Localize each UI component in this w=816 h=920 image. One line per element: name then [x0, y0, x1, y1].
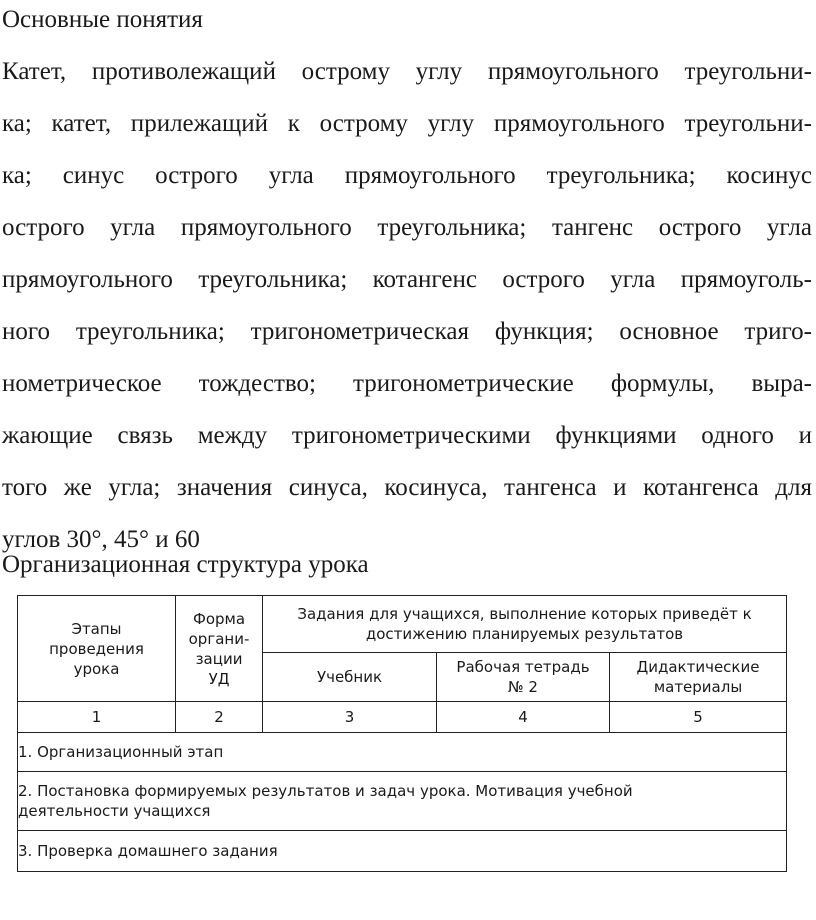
concepts-line: ка; катет, прилежащий к острому углу прямоугольного треугольни-	[2, 110, 812, 137]
structure-heading: Организационная структура урока	[2, 551, 369, 578]
lesson-structure-table	[17, 595, 787, 872]
concepts-line: прямоугольного треугольника; котангенс острого угла прямоуголь-	[2, 266, 812, 293]
column-number: 5	[610, 702, 787, 733]
concepts-line: жающие связь между тригонометрическими функциями одного и	[2, 422, 812, 449]
concepts-paragraph	[2, 46, 812, 566]
stage-row: 1. Организационный этап	[18, 733, 787, 772]
concepts-line: ного треугольника; тригонометрическая функция; основное триго-	[2, 318, 812, 345]
header-materials	[610, 653, 787, 702]
column-number: 3	[263, 702, 437, 733]
header-textbook: Учебник	[263, 653, 437, 702]
stage-row: 3. Проверка домашнего задания	[18, 831, 787, 872]
header-workbook	[437, 653, 610, 702]
concepts-line: углов 30°, 45° и 60	[2, 526, 200, 553]
header-form	[176, 596, 263, 702]
header-materials-text: Дидактические материалы	[636, 658, 760, 696]
header-stage-text: Этапы проведения урока	[49, 619, 144, 678]
header-tasks	[263, 596, 787, 653]
stage-row-text: 2. Постановка формируемых результатов и задач урока. Мотивация учебной деятельности учащихся	[18, 782, 633, 820]
column-number: 1	[18, 702, 176, 733]
header-stage	[18, 596, 176, 702]
concepts-line: нометрическое тождество; тригонометрические формулы, выра-	[2, 370, 812, 397]
column-number: 4	[437, 702, 610, 733]
concepts-line: того же угла; значения синуса, косинуса, тангенса и котангенса для	[2, 474, 812, 501]
column-number: 2	[176, 702, 263, 733]
stage-row	[18, 772, 787, 831]
header-tasks-text: Задания для учащихся, выполнение которых приведёт к достижению планируемых результатов	[297, 605, 752, 643]
header-form-text: Форма органи-зации УД	[188, 609, 250, 688]
header-workbook-text: Рабочая тетрадь № 2	[456, 658, 590, 696]
concepts-line: ка; синус острого угла прямоугольного треугольника; косинус	[2, 162, 812, 189]
concepts-line: Катет, противолежащий острому углу прямоугольного треугольни-	[2, 58, 812, 85]
concepts-heading: Основные понятия	[2, 6, 203, 33]
concepts-line: острого угла прямоугольного треугольника; тангенс острого угла	[2, 214, 812, 241]
